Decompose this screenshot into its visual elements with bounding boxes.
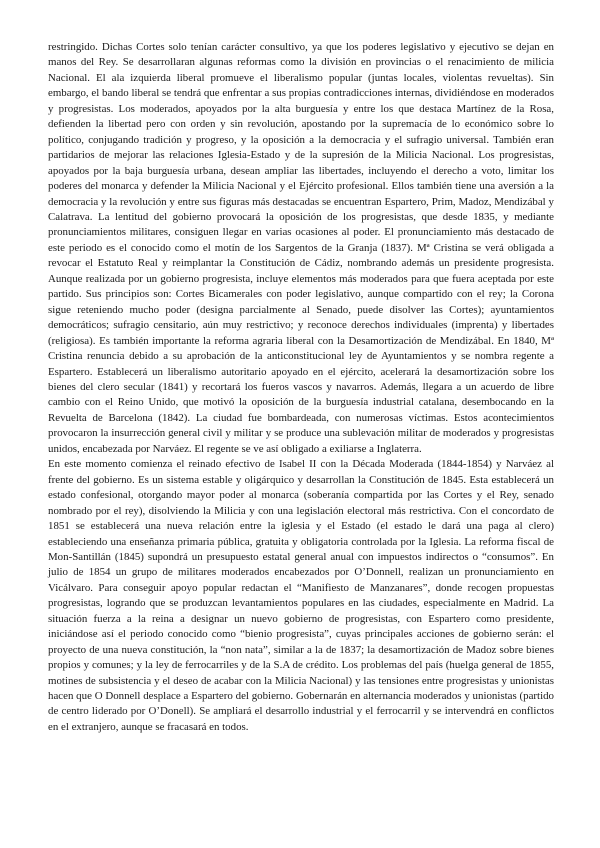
paragraph-decada-moderada: En este momento comienza el reinado efectivo de Isabel II con la Década Moderada (1844-1854) y Narváez al frente del gobierno. Es un sistema estable y oligárquico y desarrollan la Constitución de 1845. Esta establecerá un estado confesional, otorgando mayor poder al monarca (soberanía compartida por las Cortes y el Rey, senado nombrado por el rey), disolviendo la Milicia y con una legislación electoral más restrictiva. Con el concordato de 1851 se establecerá una nueva relación entre la iglesia y el Estado (el estado le dará una paga al clero) estableciendo una enseñanza primaria pública, gratuita y obligatoria controlada por la Iglesia. La reforma fiscal de Mon-Santillán (1845) supondrá un presupuesto estatal general anual con impuestos indirectos o “consumos”. En julio de 1854 un grupo de militares moderados encabezados por O’Donnell, realizan un pronunciamiento en Vicálvaro. Para conseguir apoyo popular redactan el “Manifiesto de Manzanares”, donde recogen propuestas progresistas, logrando que se produzcan levantamientos populares en las ciudades, especialmente en Madrid. La situación fuerza a la reina a designar un nuevo gobierno de progresistas, con Espartero como presidente, iniciándose así el periodo conocido como “bienio progresista”, cuyas principales acciones de gobierno serán: el proyecto de una nueva constitución, la “non nata”, similar a la de 1837; la desamortización de Madoz sobre bienes propios y comunes; y la ley de ferrocarriles y de la S.A de crédito. Los problemas del país (huelga general de 1855, motines de subsistencia y el deseo de acabar con la Milicia Nacional) y las tensiones entre progresistas y unionistas hacen que O Donnell desplace a Espartero del gobierno. Gobernarán en alternancia moderados y unionistas (partido de centro liderado por O’Donell). Se ampliará el desarrollo industrial y el ferrocarril y se intervendrá en conflictos en el extranjero, aunque se fracasará en todos. <box>48 458 554 733</box>
paragraph-liberal-parties: restringido. Dichas Cortes solo tenían carácter consultivo, ya que los poderes legislativo y ejecutivo se dejan en manos del Rey. Se desarrollaran algunas reformas como la división en provincias o el renacimiento de milicia Nacional. El ala izquierda liberal promueve el liberalismo popular (juntas locales, violentas revueltas). Sin embargo, el bando liberal se tendrá que enfrentar a sus propias contradicciones internas, dividiéndose en moderados y progresistas. Los moderados, apoyados por la alta burguesía y entre los que destaca Martínez de la Rosa, defienden la libertad pero con orden y sin revolución, apostando por la supremacía de lo económico sobre lo político, conjugando tradición y progreso, y la oposición a la democracia y el sufragio universal. También eran partidarios de mejorar las relaciones Iglesia-Estado y de la supresión de la Milicia Nacional. Los progresistas, apoyados por la baja burguesía urbana, desean ampliar las libertades, incluyendo el derecho a voto, limitar los poderes del monarca y defender la Milicia Nacional y el Ejército profesional. Ellos también tiene una aversión a la democracia y la revolución y entre sus figuras más destacadas se encuentran Espartero, Prim, Madoz, Mendizábal y Calatrava. La lentitud del gobierno provocará la oposición de los progresistas, que desde 1835, y mediante pronunciamientos militares, consiguen llegar en varias ocasiones al poder. El pronunciamiento más destacado de este periodo es el conocido como el motín de los Sargentos de la Granja (1837). Mª Cristina se verá obligada a revocar el Estatuto Real y reimplantar la Constitución de Cádiz, nombrando además un presidente progresista. Aunque realizada por un gobierno progresista, incluye elementos más moderados para que fuera aceptada por este partido. Sus principios son: Cortes Bicamerales con poder legislativo, aunque compartido con el rey; la Corona sigue reteniendo mucho poder (designa parcialmente al Senado, puede disolver las Cortes); ayuntamientos democráticos; sufragio censitario, aún muy restrictivo; y reconoce derechos individuales (imprenta) y libertades (religiosa). Es también importante la reforma agraria liberal con la Desamortización de Mendizábal. En 1840, Mª Cristina renuncia debido a su aprobación de la anticonstitucional ley de Ayuntamientos y se nombra regente a Espartero. Establecerá un liberalismo autoritario apoyado en el ejército, acelerará la desamortización sobre los bienes del clero secular (1841) y recortará los fueros vascos y navarros. Además, llegara a un acuerdo de libre cambio con el Reino Unido, que motivó la oposición de la burguesía industrial catalana, desembocando en la Revuelta de Barcelona (1842). La ciudad fue bombardeada, con numerosas víctimas. Estos acontecimientos provocaron la insurrección general civil y militar y se produce una sublevación militar de moderados y progresistas unidos, encabezada por Narváez. El regente se ve así obligado a exiliarse a Inglaterra. <box>48 41 554 455</box>
document-page <box>48 40 554 735</box>
